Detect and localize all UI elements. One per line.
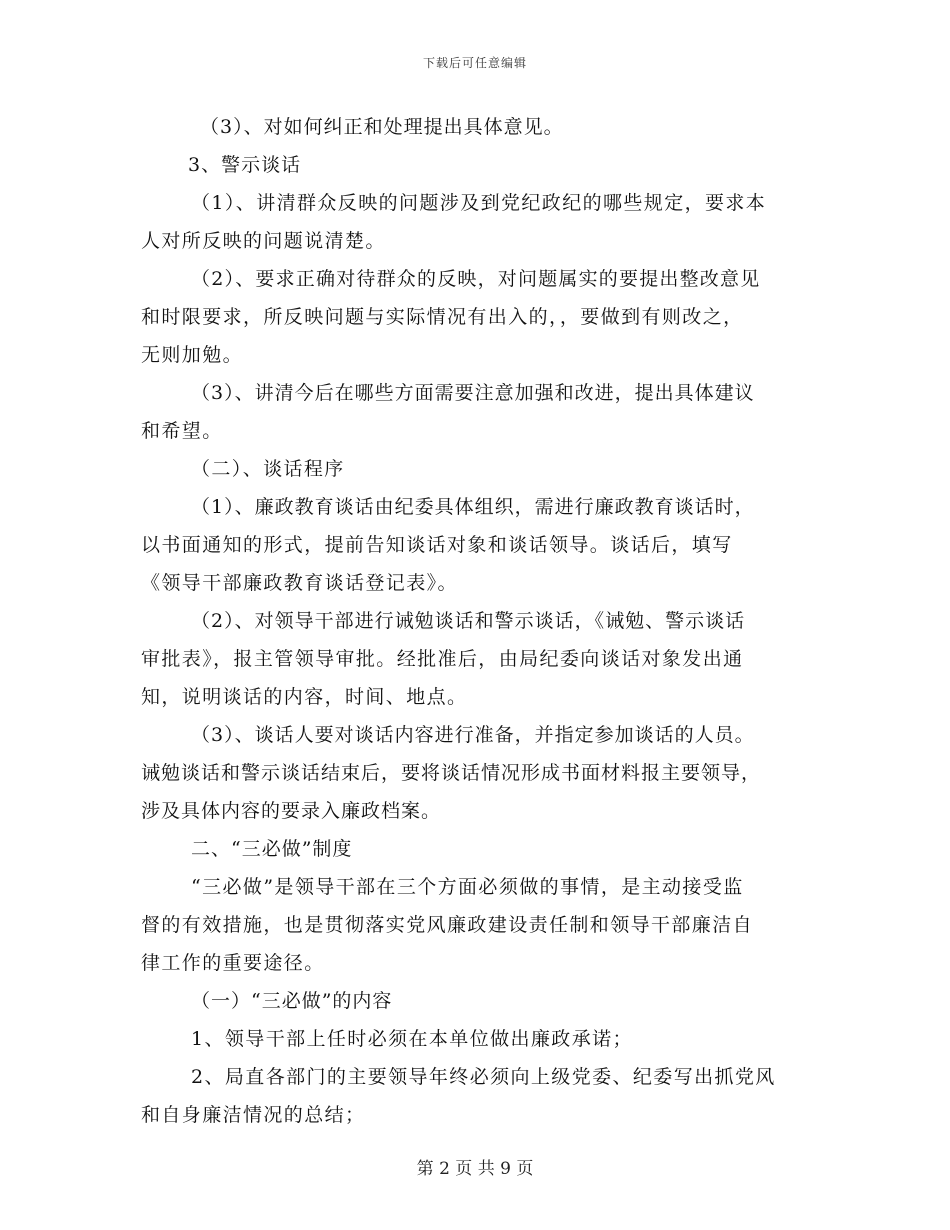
- text-line: “三必做”是领导干部在三个方面必须做的事情，是主动接受监: [191, 876, 744, 898]
- text-line: 审批表》，报主管领导审批。经批准后，由局纪委向谈话对象发出通: [141, 648, 744, 670]
- text-line: 人对所反映的问题说清楚。: [141, 230, 386, 252]
- text-line: 和时限要求，所反映问题与实际情况有出入的，，要做到有则改之，: [141, 306, 744, 328]
- text-line: 涉及具体内容的要录入廉政档案。: [141, 800, 442, 822]
- text-line: （1）、讲清群众反映的问题涉及到党纪政纪的哪些规定，要求本: [191, 192, 767, 214]
- text-line: 督的有效措施，也是贯彻落实党风廉政建设责任制和领导干部廉洁自: [141, 914, 754, 936]
- document-body: [141, 108, 811, 1134]
- text-line: 1、领导干部上任时必须在本单位做出廉政承诺；: [191, 1028, 633, 1050]
- text-line: 和希望。: [141, 420, 223, 442]
- text-line: （3）、对如何纠正和处理提出具体意见。: [200, 116, 564, 138]
- text-line: 知，说明谈话的内容，时间、地点。: [141, 686, 468, 708]
- text-line: 诫勉谈话和警示谈话结束后，要将谈话情况形成书面材料报主要领导，: [141, 762, 762, 784]
- page-number-footer: 第 2 页 共 9 页: [416, 1159, 534, 1179]
- text-line: 二、“三必做”制度: [191, 838, 353, 860]
- text-line: 《领导干部廉政教育谈话登记表》。: [141, 572, 458, 594]
- text-line: 以书面通知的形式，提前告知谈话对象和谈话领导。谈话后，填写: [141, 534, 733, 556]
- text-line: 和自身廉洁情况的总结；: [141, 1104, 366, 1126]
- text-line: （2）、对领导干部进行诫勉谈话和警示谈话，《诫勉、警示谈话: [191, 610, 746, 632]
- text-line: 3、警示谈话: [188, 154, 302, 176]
- text-line: （3）、谈话人要对谈话内容进行准备，并指定参加谈话的人员。: [191, 724, 755, 746]
- text-line: 无则加勉。: [141, 344, 244, 366]
- text-line: （一）“三必做”的内容: [191, 990, 393, 1012]
- header-note: 下载后可任意编辑: [422, 56, 527, 70]
- text-line: （二）、谈话程序: [191, 458, 345, 480]
- text-line: （2）、要求正确对待群众的反映，对问题属实的要提出整改意见: [191, 268, 761, 290]
- text-line: 2、局直各部门的主要领导年终必须向上级党委、纪委写出抓党风: [191, 1066, 776, 1088]
- text-line: 律工作的重要途径。: [141, 952, 325, 974]
- text-line: （3）、讲清今后在哪些方面需要注意加强和改进，提出具体建议: [191, 382, 755, 404]
- text-line: （1）、廉政教育谈话由纪委具体组织，需进行廉政教育谈话时，: [191, 496, 755, 518]
